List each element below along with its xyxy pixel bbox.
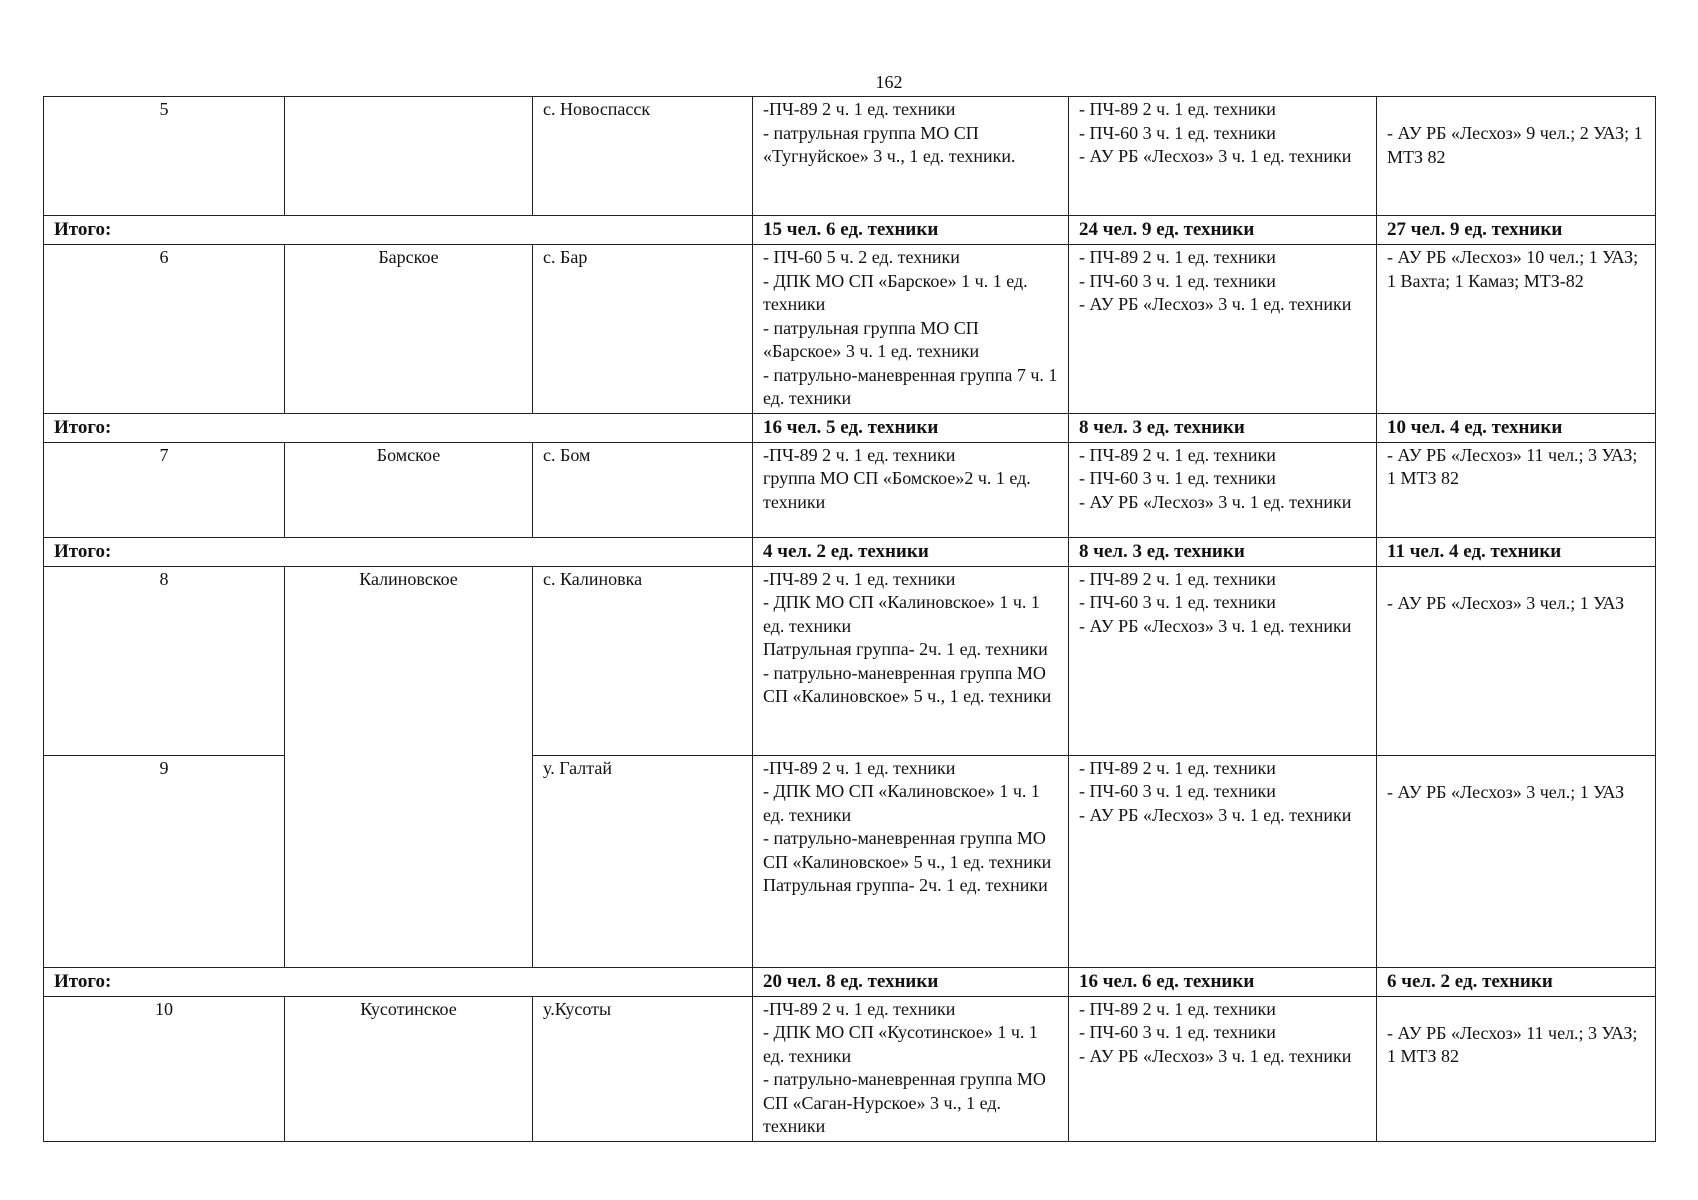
row-number: 5 xyxy=(44,97,285,216)
reserve-cell xyxy=(1069,245,1377,414)
reserve-line: - ПЧ-89 2 ч. 1 ед. техники xyxy=(1079,998,1276,1019)
total-label: Итого: xyxy=(44,216,753,245)
reserve-line: - АУ РБ «Лесхоз» 3 ч. 1 ед. техники xyxy=(1079,294,1352,314)
reserve-line: - АУ РБ «Лесхоз» 3 ч. 1 ед. техники xyxy=(1079,146,1352,166)
total-reserve: 8 чел. 3 ед. техники xyxy=(1069,413,1377,442)
reserve-cell xyxy=(1069,755,1377,967)
reserve-line: - ПЧ-60 3 ч. 1 ед. техники xyxy=(1079,468,1276,488)
table-row xyxy=(44,97,1656,216)
total-leshoz: 10 чел. 4 ед. техники xyxy=(1377,413,1656,442)
total-row xyxy=(44,216,1656,245)
forces-line: - патрульно-маневренная группа МО СП «Калиновское» 5 ч., 1 ед. техники xyxy=(763,828,1052,872)
reserve-line: - ПЧ-60 3 ч. 1 ед. техники xyxy=(1079,592,1276,612)
leshoz-line: - АУ РБ «Лесхоз» 10 чел.; 1 УАЗ; 1 Вахта; 1 Камаз; МТЗ-82 xyxy=(1387,247,1643,291)
total-forces: 15 чел. 6 ед. техники xyxy=(753,216,1069,245)
reserve-line: - ПЧ-89 2 ч. 1 ед. техники xyxy=(1079,568,1276,589)
total-reserve: 16 чел. 6 ед. техники xyxy=(1069,967,1377,996)
reserve-cell xyxy=(1069,996,1377,1141)
forces-cell xyxy=(753,755,1069,967)
reserve-line: - ПЧ-89 2 ч. 1 ед. техники xyxy=(1079,757,1276,778)
forces-line: Патрульная группа- 2ч. 1 ед. техники xyxy=(763,639,1048,659)
village-name: с. Новоспасск xyxy=(533,97,753,216)
total-forces: 16 чел. 5 ед. техники xyxy=(753,413,1069,442)
total-label: Итого: xyxy=(44,967,753,996)
village-name: с. Бом xyxy=(533,442,753,537)
reserve-line: - АУ РБ «Лесхоз» 3 ч. 1 ед. техники xyxy=(1079,804,1352,825)
page-number: 162 xyxy=(875,72,903,92)
settlement-name xyxy=(285,97,533,216)
reserve-line: - АУ РБ «Лесхоз» 3 ч. 1 ед. техники xyxy=(1079,491,1352,512)
total-forces: 4 чел. 2 ед. техники xyxy=(753,537,1069,566)
leshoz-cell xyxy=(1377,442,1656,537)
reserve-line: - ПЧ-89 2 ч. 1 ед. техники xyxy=(1079,99,1276,119)
reserve-line: - АУ РБ «Лесхоз» 3 ч. 1 ед. техники xyxy=(1079,615,1352,636)
village-name: у. Галтай xyxy=(533,755,753,967)
forces-line: - ДПК МО СП «Барское» 1 ч. 1 ед. техники xyxy=(763,270,1033,314)
reserve-line: - ПЧ-60 3 ч. 1 ед. техники xyxy=(1079,1022,1276,1042)
leshoz-cell xyxy=(1377,996,1656,1141)
forces-line: - патрульно-маневренная группа МО СП «Калиновское» 5 ч., 1 ед. техники xyxy=(763,662,1052,706)
leshoz-line: - АУ РБ «Лесхоз» 11 чел.; 3 УАЗ; 1 МТЗ 82 xyxy=(1387,444,1642,488)
settlement-name: Барское xyxy=(285,245,533,414)
row-number: 7 xyxy=(44,442,285,537)
total-row xyxy=(44,967,1656,996)
leshoz-line: - АУ РБ «Лесхоз» 3 чел.; 1 УАЗ xyxy=(1387,592,1625,613)
table-row xyxy=(44,442,1656,537)
forces-line: -ПЧ-89 2 ч. 1 ед. техники xyxy=(763,568,956,589)
reserve-line: - ПЧ-60 3 ч. 1 ед. техники xyxy=(1079,122,1276,143)
reserve-line: - АУ РБ «Лесхоз» 3 ч. 1 ед. техники xyxy=(1079,1045,1352,1066)
forces-line: -ПЧ-89 2 ч. 1 ед. техники xyxy=(763,998,956,1019)
leshoz-line: - АУ РБ «Лесхоз» 9 чел.; 2 УАЗ; 1 МТЗ 82 xyxy=(1387,123,1648,167)
row-number: 8 xyxy=(44,566,285,755)
settlement-name: Бомское xyxy=(285,442,533,537)
forces-line: - ДПК МО СП «Кусотинское» 1 ч. 1 ед. техники xyxy=(763,1022,1043,1066)
leshoz-line: - АУ РБ «Лесхоз» 3 чел.; 1 УАЗ xyxy=(1387,781,1625,802)
table-row xyxy=(44,245,1656,414)
village-name: у.Кусоты xyxy=(533,996,753,1141)
total-row xyxy=(44,537,1656,566)
forces-line: - патрульная группа МО СП «Барское» 3 ч. 1 ед. техники xyxy=(763,317,984,361)
total-reserve: 8 чел. 3 ед. техники xyxy=(1069,537,1377,566)
leshoz-cell xyxy=(1377,566,1656,755)
forces-cell xyxy=(753,566,1069,755)
total-label: Итого: xyxy=(44,537,753,566)
reserve-line: - ПЧ-60 3 ч. 1 ед. техники xyxy=(1079,781,1276,801)
row-number: 9 xyxy=(44,755,285,967)
forces-line: - патрульно-маневренная группа МО СП «Саган-Нурское» 3 ч., 1 ед. техники xyxy=(763,1069,1051,1136)
forces-cell xyxy=(753,996,1069,1141)
forces-line: -ПЧ-89 2 ч. 1 ед. техники xyxy=(763,444,956,465)
forces-line: - ПЧ-60 5 ч. 2 ед. техники xyxy=(763,247,960,267)
forces-line: - ДПК МО СП «Калиновское» 1 ч. 1 ед. техники xyxy=(763,781,1045,825)
settlement-name: Калиновское xyxy=(285,566,533,967)
total-row xyxy=(44,413,1656,442)
reserve-cell xyxy=(1069,97,1377,216)
leshoz-cell xyxy=(1377,245,1656,414)
village-name: с. Бар xyxy=(533,245,753,414)
forces-line: -ПЧ-89 2 ч. 1 ед. техники xyxy=(763,99,956,119)
reserve-cell xyxy=(1069,566,1377,755)
row-number: 6 xyxy=(44,245,285,414)
row-number: 10 xyxy=(44,996,285,1141)
reserve-line: - ПЧ-60 3 ч. 1 ед. техники xyxy=(1079,270,1276,291)
forces-line: - патрульно-маневренная группа 7 ч. 1 ед. техники xyxy=(763,364,1062,408)
total-leshoz: 11 чел. 4 ед. техники xyxy=(1377,537,1656,566)
leshoz-cell xyxy=(1377,97,1656,216)
forces-line: группа МО СП «Бомское»2 ч. 1 ед. техники xyxy=(763,468,1036,512)
leshoz-cell xyxy=(1377,755,1656,967)
forces-table xyxy=(43,96,1656,1142)
reserve-line: - ПЧ-89 2 ч. 1 ед. техники xyxy=(1079,247,1276,267)
forces-line: - ДПК МО СП «Калиновское» 1 ч. 1 ед. техники xyxy=(763,592,1045,636)
forces-line: Патрульная группа- 2ч. 1 ед. техники xyxy=(763,875,1048,895)
total-leshoz: 27 чел. 9 ед. техники xyxy=(1377,216,1656,245)
reserve-line: - ПЧ-89 2 ч. 1 ед. техники xyxy=(1079,444,1276,465)
settlement-name: Кусотинское xyxy=(285,996,533,1141)
total-reserve: 24 чел. 9 ед. техники xyxy=(1069,216,1377,245)
village-name: с. Калиновка xyxy=(533,566,753,755)
table-row xyxy=(44,996,1656,1141)
total-label: Итого: xyxy=(44,413,753,442)
leshoz-line: - АУ РБ «Лесхоз» 11 чел.; 3 УАЗ; 1 МТЗ 82 xyxy=(1387,1022,1642,1066)
total-leshoz: 6 чел. 2 ед. техники xyxy=(1377,967,1656,996)
table-row xyxy=(44,566,1656,755)
forces-cell xyxy=(753,245,1069,414)
forces-line: -ПЧ-89 2 ч. 1 ед. техники xyxy=(763,757,956,778)
forces-cell xyxy=(753,97,1069,216)
forces-line: - патрульная группа МО СП «Тугнуйское» 3 ч., 1 ед. техники. xyxy=(763,122,1016,166)
total-forces: 20 чел. 8 ед. техники xyxy=(753,967,1069,996)
reserve-cell xyxy=(1069,442,1377,537)
forces-cell xyxy=(753,442,1069,537)
